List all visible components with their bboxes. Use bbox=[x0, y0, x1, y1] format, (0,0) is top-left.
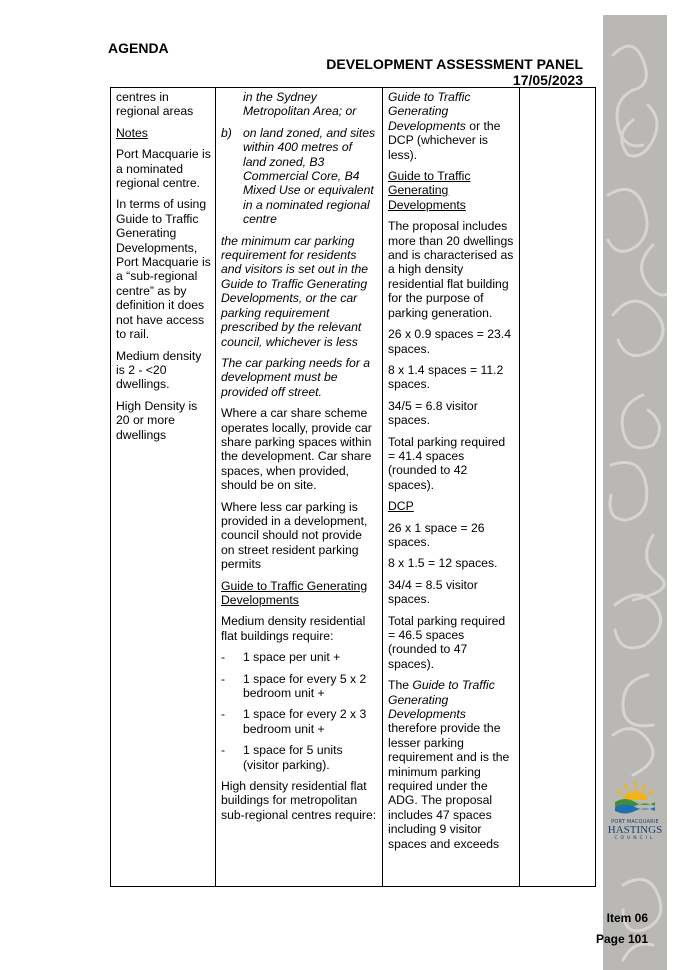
dash-marker: - bbox=[221, 671, 226, 686]
item-number: Item 06 bbox=[606, 911, 648, 925]
list-item bbox=[221, 126, 377, 227]
logo-line: HASTINGS bbox=[607, 824, 663, 836]
section-heading: DCP bbox=[388, 499, 414, 514]
text-span: therefore provide the lesser parking requirement and is the minimum parking required under the ADG. The proposal includes 47 spaces including 9 visitor spaces and exceeds bbox=[388, 721, 510, 851]
section-heading: Guide to Traffic Generating Developments bbox=[221, 578, 368, 607]
text-span: or the DCP (whichever is less). bbox=[388, 118, 501, 162]
agenda-heading: AGENDA bbox=[108, 40, 169, 56]
council-logo bbox=[603, 780, 667, 846]
text-paragraph bbox=[388, 678, 514, 851]
text-paragraph: Medium density residential flat buildings require: bbox=[221, 614, 366, 643]
section-heading: Guide to Traffic Generating Developments bbox=[388, 169, 471, 212]
text-paragraph: 26 x 1 space = 26 spaces. bbox=[388, 520, 485, 549]
page-number: Page 101 bbox=[595, 932, 648, 946]
panel-heading: DEVELOPMENT ASSESSMENT PANEL bbox=[326, 56, 583, 72]
text-paragraph: 26 x 0.9 spaces = 23.4 spaces. bbox=[388, 327, 511, 356]
text-paragraph: Total parking required = 46.5 spaces (rounded to 47 spaces). bbox=[388, 613, 506, 671]
list-text: on land zoned, and sites within 400 metres of land zoned, B3 Commercial Core, B4 Mixed Use or equivalent in a nominated regional centre bbox=[243, 125, 376, 227]
meeting-date: 17/05/2023 bbox=[512, 72, 583, 88]
logo-line: PORT MACQUARIE bbox=[611, 819, 659, 825]
column-assessment bbox=[388, 90, 514, 858]
notes-heading: Notes bbox=[116, 125, 148, 140]
column-divider bbox=[519, 88, 520, 886]
column-notes bbox=[116, 90, 212, 449]
text-paragraph: 34/5 = 6.8 visitor spaces. bbox=[388, 398, 478, 428]
text-paragraph: Where less car parking is provided in a development, council should not provide on street resident parking permits bbox=[221, 499, 368, 572]
text-paragraph: 34/4 = 8.5 visitor spaces. bbox=[388, 577, 478, 607]
text-paragraph: High density residential flat buildings for metropolitan sub-regional centres require: bbox=[221, 779, 377, 822]
logo-line: COUNCIL bbox=[614, 836, 656, 841]
list-text: 1 space for every 5 x 2 bedroom unit + bbox=[243, 671, 367, 701]
text-paragraph: High Density is 20 or more dwellings bbox=[116, 398, 198, 442]
text-paragraph: 8 x 1.5 = 12 spaces. bbox=[388, 556, 498, 571]
sun-wave-icon bbox=[603, 780, 667, 814]
list-item bbox=[221, 743, 377, 772]
text-paragraph: The proposal includes more than 20 dwellings and is characterised as a high density residential flat building for the purpose of parking generation. bbox=[388, 219, 514, 320]
dash-marker: - bbox=[221, 707, 226, 722]
list-text: 1 space for 5 units (visitor parking). bbox=[243, 743, 343, 772]
text-paragraph bbox=[388, 90, 514, 162]
list-marker: b) bbox=[221, 125, 232, 140]
text-paragraph: 8 x 1.4 spaces = 11.2 spaces. bbox=[388, 362, 504, 392]
italic-text: Guide to Traffic Generating Developments bbox=[388, 678, 495, 722]
text-paragraph: Port Macquarie is a nominated regional centre. bbox=[116, 147, 211, 191]
text-paragraph: centres in regional areas bbox=[116, 90, 194, 119]
list-text: in the Sydney Metropolitan Area; or bbox=[243, 90, 357, 119]
dash-marker: - bbox=[221, 650, 226, 665]
assessment-table bbox=[110, 87, 596, 887]
text-paragraph: In terms of using Guide to Traffic Generating Developments, Port Macquarie is a “sub-regional centre” as by definition it does not have access to rail. bbox=[116, 197, 211, 342]
list-item bbox=[221, 672, 377, 701]
column-divider bbox=[215, 88, 216, 886]
text-paragraph: the minimum car parking requirement for residents and visitors is set out in the Guide to Traffic Generating Developments, or the car parking requirement prescribed by the relevant council, whichever is less bbox=[221, 233, 368, 349]
text-span: The bbox=[388, 678, 413, 693]
text-paragraph: Total parking required = 41.4 spaces (rounded to 42 spaces). bbox=[388, 434, 506, 492]
italic-text: Guide to Traffic Generating Developments bbox=[388, 90, 471, 133]
column-divider bbox=[382, 88, 383, 886]
text-paragraph: The car parking needs for a development must be provided off street. bbox=[221, 355, 371, 399]
list-text: 1 space per unit + bbox=[243, 650, 341, 665]
list-item bbox=[221, 90, 377, 119]
text-paragraph: Where a car share scheme operates locally, provide car share parking spaces within the development. Car share spaces, when provided, should be on site. bbox=[221, 406, 372, 493]
dash-marker: - bbox=[221, 743, 226, 758]
list-item bbox=[221, 650, 377, 664]
list-text: 1 space for every 2 x 3 bedroom unit + bbox=[243, 707, 367, 736]
list-item bbox=[221, 707, 377, 736]
text-paragraph: Medium density is 2 - <20 dwellings. bbox=[116, 348, 202, 392]
column-requirements bbox=[221, 90, 377, 829]
